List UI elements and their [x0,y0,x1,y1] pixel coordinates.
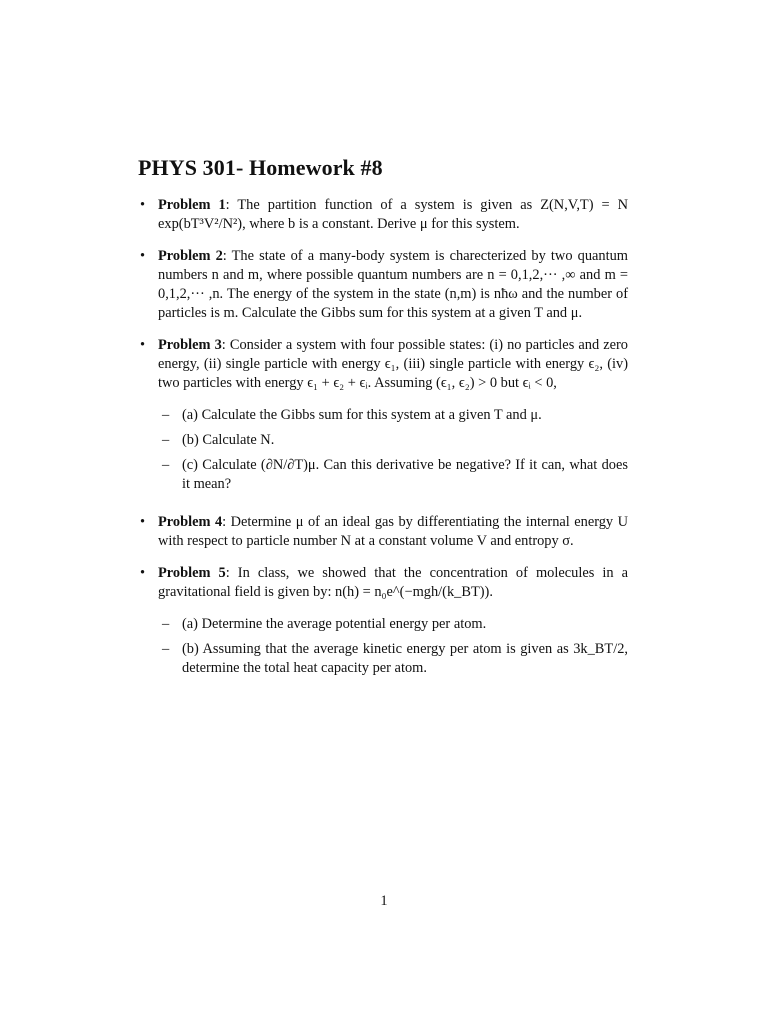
problem-text: : The state of a many-body system is charecterized by two quantum numbers n and m, where possible quantum numbers are n = 0,1,2,··· ,∞ and m = 0,1,2,··· ,n. The energy of the system in the state (n,m) is nħω and the number of particles is m. Calculate the Gibbs sum for this system at a given T and μ. [158,248,628,321]
problem-list [140,196,628,697]
problem-label: Problem 4 [158,514,223,530]
problem-4 [140,513,628,551]
subproblem-5b [158,640,628,678]
dash: – [162,457,170,473]
dash: – [162,407,170,423]
subproblem-3b [158,431,628,450]
subproblem-text: (a) Calculate the Gibbs sum for this system at a given T and μ. [182,407,542,423]
problem-label: Problem 5 [158,565,226,581]
problem-label: Problem 1 [158,197,226,213]
subproblem-text: (b) Assuming that the average kinetic energy per atom is given as 3k_BT/2, determine the total heat capacity per atom. [182,641,628,676]
problem-5 [140,564,628,678]
subproblem-list [158,406,628,494]
problem-text: : Determine μ of an ideal gas by differentiating the internal energy U with respect to particle number N at a constant volume V and entropy σ. [158,514,628,549]
bullet: • [140,248,146,264]
bullet: • [140,197,146,213]
problem-text: : Consider a system with four possible states: (i) no particles and zero energy, (ii) single particle with energy ϵ₁, (iii) single particle with energy ϵ₂, (iv) two particles with energy ϵ₁ + ϵ₂ + ϵᵢ. Assuming (ϵ₁, ϵ₂) > 0 but ϵᵢ < 0, [158,337,628,391]
subproblem-3a [158,406,628,425]
subproblem-list [158,615,628,678]
problem-text: : The partition function of a system is given as Z(N,V,T) = N exp(bT³V²/N²), where b is a constant. Derive μ for this system. [158,197,628,232]
bullet: • [140,337,146,353]
subproblem-text: (c) Calculate (∂N/∂T)μ. Can this derivative be negative? If it can, what does it mean? [182,457,628,492]
page-title: PHYS 301- Homework #8 [138,155,383,180]
dash: – [162,432,170,448]
subproblem-text: (a) Determine the average potential energy per atom. [182,616,487,632]
problem-2 [140,247,628,323]
problem-text: : In class, we showed that the concentration of molecules in a gravitational field is given by: n(h) = n₀e^(−mgh/(k_BT)). [158,565,628,600]
problem-3 [140,336,628,494]
bullet: • [140,565,146,581]
problem-1 [140,196,628,234]
problem-label: Problem 3 [158,337,222,353]
dash: – [162,641,170,657]
page-number: 1 [380,893,388,909]
subproblem-text: (b) Calculate N. [182,432,275,448]
dash: – [162,616,170,632]
subproblem-5a [158,615,628,634]
subproblem-3c [158,456,628,494]
bullet: • [140,514,146,530]
problem-label: Problem 2 [158,248,223,264]
